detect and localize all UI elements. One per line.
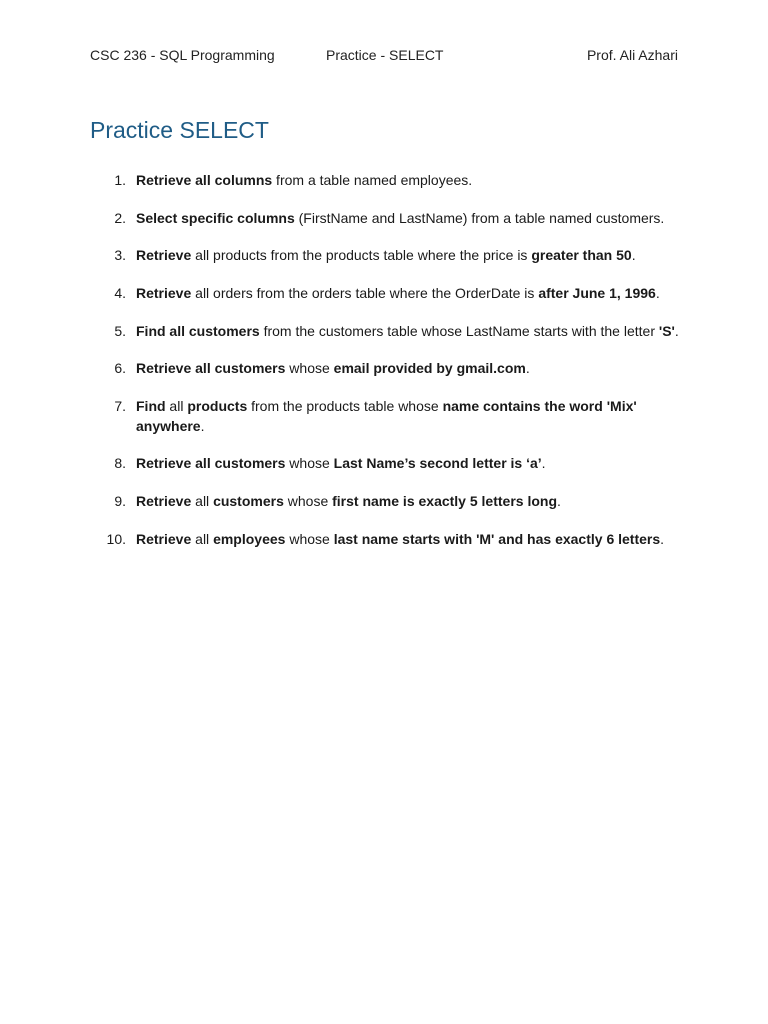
question-text xyxy=(136,172,472,188)
question-fragment: . xyxy=(541,455,546,472)
question-fragment: from a table named employees. xyxy=(272,172,473,188)
question-emphasis: Retrieve all columns xyxy=(136,172,273,188)
question-fragment: whose xyxy=(283,493,333,509)
question-item xyxy=(90,322,680,342)
question-number: 1. xyxy=(114,172,126,188)
question-number: 4. xyxy=(114,285,126,302)
question-fragment: . xyxy=(655,285,660,302)
question-item xyxy=(90,284,680,304)
question-number: 10. xyxy=(106,530,126,547)
question-number: 7. xyxy=(114,398,126,415)
question-emphasis: 'S' xyxy=(658,322,675,339)
question-number: 6. xyxy=(114,360,126,377)
question-emphasis: Find all customers xyxy=(136,322,260,339)
question-fragment: whose xyxy=(285,530,334,547)
question-fragment: all xyxy=(191,530,214,547)
question-emphasis: customers xyxy=(213,493,284,509)
question-number: 5. xyxy=(114,322,126,339)
question-emphasis: Retrieve xyxy=(136,493,192,509)
question-text xyxy=(136,531,664,547)
question-emphasis: Retrieve xyxy=(136,247,192,264)
question-emphasis: Retrieve xyxy=(136,285,192,302)
question-text xyxy=(136,285,660,301)
question-emphasis: first name is exactly 5 letters long xyxy=(332,493,557,509)
question-fragment: from the products table whose xyxy=(247,398,443,415)
question-fragment: . xyxy=(660,530,665,547)
question-fragment: . xyxy=(557,493,561,509)
question-item xyxy=(90,246,680,266)
question-number: 8. xyxy=(114,455,126,472)
question-emphasis: Retrieve all customers xyxy=(136,455,286,472)
question-number: 3. xyxy=(114,247,126,264)
question-emphasis: employees xyxy=(213,530,286,547)
question-fragment: from the customers table whose LastName starts with the letter xyxy=(259,322,659,339)
question-text xyxy=(136,323,679,339)
question-item xyxy=(90,492,680,512)
page-title: Practice SELECT xyxy=(90,117,269,143)
question-fragment: whose xyxy=(285,360,334,377)
question-number: 9. xyxy=(114,493,126,509)
question-fragment: . xyxy=(200,417,205,434)
question-fragment: whose xyxy=(285,455,334,472)
question-text xyxy=(136,455,546,471)
question-text xyxy=(136,398,637,434)
question-emphasis: after June 1, 1996 xyxy=(538,285,656,302)
question-emphasis: Retrieve all customers xyxy=(136,360,286,377)
question-item xyxy=(90,359,680,379)
question-fragment: . xyxy=(631,247,636,264)
question-emphasis: last name starts with 'M' and has exactly 6 letters xyxy=(333,530,661,547)
question-item xyxy=(90,454,680,474)
question-text xyxy=(136,493,561,509)
header-course: CSC 236 - SQL Programming xyxy=(90,47,275,63)
question-text xyxy=(136,210,664,226)
question-item xyxy=(90,209,680,229)
question-text xyxy=(136,360,530,376)
question-emphasis: Last Name’s second letter is ‘a’ xyxy=(333,455,542,472)
question-emphasis: Retrieve xyxy=(136,530,192,547)
header-topic: Practice - SELECT xyxy=(326,47,444,63)
question-fragment: all xyxy=(191,493,214,509)
question-emphasis: greater than 50 xyxy=(531,247,632,264)
question-number: 2. xyxy=(114,209,126,226)
question-emphasis: products xyxy=(187,398,248,415)
question-fragment: . xyxy=(525,360,530,377)
header-instructor: Prof. Ali Azhari xyxy=(586,47,678,63)
question-list xyxy=(90,171,680,567)
question-emphasis: name contains the word 'Mix' anywhere xyxy=(136,398,637,434)
question-item xyxy=(90,530,680,550)
question-fragment: all xyxy=(165,398,188,415)
question-fragment: all orders from the orders table where the OrderDate is xyxy=(191,285,539,302)
question-fragment: . xyxy=(674,322,679,339)
question-emphasis: Select specific columns xyxy=(136,209,295,226)
question-item xyxy=(90,171,680,191)
question-fragment: (FirstName and LastName) from a table named customers. xyxy=(294,209,665,226)
page-header xyxy=(90,47,678,67)
question-emphasis: Find xyxy=(136,398,166,415)
question-item xyxy=(90,397,680,436)
question-fragment: all products from the products table where the price is xyxy=(191,247,532,264)
question-emphasis: email provided by gmail.com xyxy=(333,360,526,377)
question-text xyxy=(136,247,636,263)
